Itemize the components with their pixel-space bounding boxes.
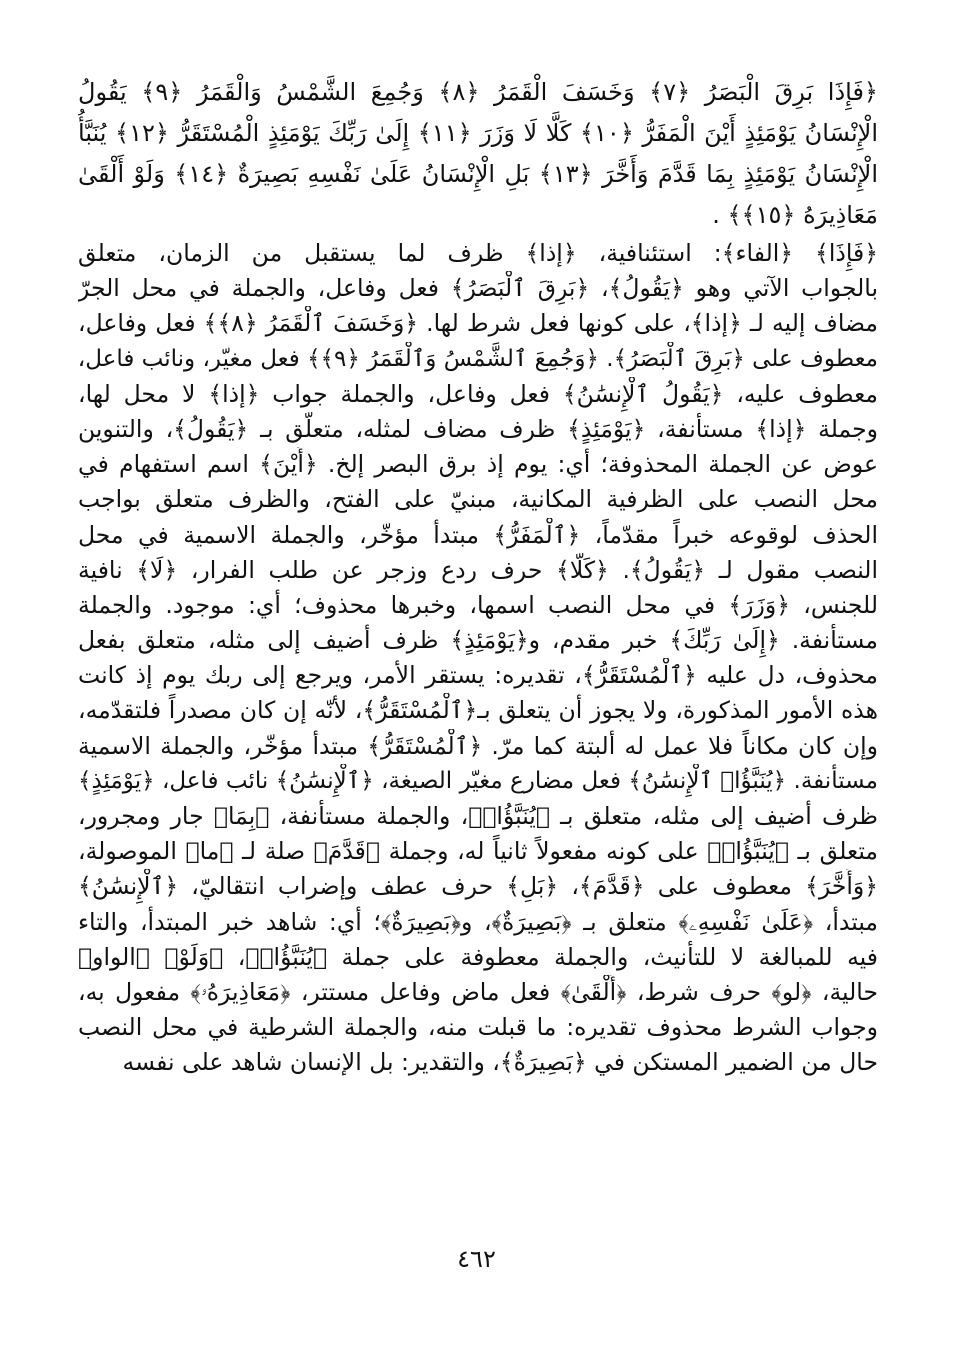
analysis-line: حال من الضمير المستكن في ﴿بَصِيرَةٌ﴾، والتقدير: بل الإنسان شاهد على نفسه — [122, 1048, 878, 1077]
page-number: ٤٦٢ — [457, 1245, 496, 1273]
analysis-line: ﴿وَأَخَّرَ﴾ معطوف على ﴿قَدَّمَ﴾، ﴿بَلِ﴾ حرف عطف وإضراب انتقاليّ، ﴿ٱلْإِنسَٰنُ﴾ — [78, 872, 878, 901]
analysis-line: مبتدأ، ﴿عَلَىٰ نَفْسِهِۦ﴾ متعلق بـ ﴿بَصِيرَةٌ﴾، و﴿بَصِيرَةٌ﴾؛ أي: شاهد خبر المبتدأ، والتاء — [78, 907, 878, 936]
analysis-line: عوض عن الجملة المحذوفة؛ أي: يوم إذ برق البصر إلخ. ﴿أَيْنَ﴾ اسم استفهام في — [78, 450, 878, 479]
analysis-line: ﴿فَإِذَا﴾ ﴿الفاء﴾: استئنافية، ﴿إذا﴾ ظرف لما يستقبل من الزمان، متعلق — [78, 239, 878, 267]
analysis-line: مستأنفة. ﴿يُنَبَّؤُا۟ ٱلْإِنسَٰنُ﴾ فعل مضارع مغيّر الصيغة، ﴿ٱلْإِنسَٰنُ﴾ نائب فاعل، ﴿يَوْمَئِذٍ﴾ — [78, 767, 878, 794]
analysis-line: للجنس، ﴿وَزَرَ﴾ في محل النصب اسمها، وخبرها محذوف؛ أي: موجود. والجملة — [78, 590, 878, 619]
analysis-line: النصب مقول لـ ﴿يَقُولُ﴾. ﴿كَلَّا﴾ حرف ردع وزجر عن طلب الفرار، ﴿لَا﴾ نافية — [78, 555, 878, 584]
analysis-line: وجملة ﴿إذا﴾ مستأنفة، ﴿يَوْمَئِذٍ﴾ ظرف مضاف لمثله، متعلّق بـ ﴿يَقُولُ﴾، والتنوين — [78, 414, 878, 443]
analysis-line: مضاف إليه لـ ﴿إذا﴾، على كونها فعل شرط لها. ﴿وَخَسَفَ ٱلْقَمَرُ ﴿٨﴾﴾ فعل وفاعل، — [78, 309, 878, 338]
analysis-line: وجواب الشرط محذوف تقديره: ما قبلت منه، والجملة الشرطية في محل النصب — [78, 1013, 878, 1042]
analysis-line: محل النصب على الظرفية المكانية، مبنيّ على الفتح، والظرف متعلق بواجب — [78, 485, 878, 514]
analysis-line: متعلق بـ ﴿يُنَبَّؤُا۟﴾ على كونه مفعولاً ثانياً له، وجملة ﴿قَدَّمَ﴾ صلة لـ ﴿ما﴾ الموصولة، — [78, 837, 878, 866]
analysis-line: وإن كان مكاناً فلا عمل له ألبتة كما مرّ. ﴿ٱلْمُسْتَقَرُّ﴾ مبتدأ مؤخّر، والجملة الاسمية — [78, 731, 878, 760]
analysis-line: بالجواب الآتي وهو ﴿يَقُولُ﴾، ﴿بَرِقَ ٱلْبَصَرُ﴾ فعل وفاعل، والجملة في محل الجرّ — [78, 274, 878, 303]
analysis-line: فيه للمبالغة لا للتأنيث، والجملة معطوفة على جملة ﴿يُنَبَّؤُا۟﴾، ﴿وَلَوْ﴾ ﴿الواو﴾ — [78, 942, 878, 971]
analysis-line: حالية، ﴿لو﴾ حرف شرط، ﴿أَلْقَىٰ﴾ فعل ماض وفاعل مستتر، ﴿مَعَاذِيرَهُۥ﴾ مفعول به، — [78, 977, 878, 1006]
grammatical-analysis — [78, 236, 878, 1081]
analysis-line: معطوف عليه، ﴿يَقُولُ ٱلْإِنسَٰنُ﴾ فعل وفاعل، والجملة جواب ﴿إذا﴾ لا محل لها، — [78, 379, 878, 408]
analysis-line: مستأنفة. ﴿إِلَىٰ رَبِّكَ﴾ خبر مقدم، و﴿يَوْمَئِذٍ﴾ ظرف أضيف إلى مثله، متعلق بفعل — [78, 626, 878, 655]
verses-text: ﴿فَإِذَا بَرِقَ الْبَصَرُ ﴿٧﴾ وَخَسَفَ الْقَمَرُ ﴿٨﴾ وَجُمِعَ الشَّمْسُ وَالْقَمَرُ ﴿٩﴾ يَقُولُ الْإِنْسَانُ يَوْمَئِذٍ أَيْنَ الْمَفَرُّ ﴿١٠﴾ كَلَّا لَا وَزَرَ ﴿١١﴾ إِلَىٰ رَبِّكَ يَوْمَئِذٍ الْمُسْتَقَرُّ ﴿١٢﴾ يُنَبَّأُ الْإِنْسَانُ يَوْمَئِذٍ بِمَا قَدَّمَ وَأَخَّرَ ﴿١٣﴾ بَلِ الْإِنْسَانُ عَلَىٰ نَفْسِهِ بَصِيرَةٌ ﴿١٤﴾ وَلَوْ أَلْقَىٰ مَعَاذِيرَهُ ﴿١٥﴾﴾ . — [78, 78, 879, 229]
analysis-line: معطوف على ﴿بَرِقَ ٱلْبَصَرُ﴾. ﴿وَجُمِعَ ٱلشَّمْسُ وَٱلْقَمَرُ ﴿٩﴾﴾ فعل مغيّر، ونائب فاعل، — [78, 345, 878, 372]
quran-verses-block — [78, 72, 878, 236]
analysis-line: الحذف لوقوعه خبراً مقدّماً، ﴿ٱلْمَفَرُّ﴾ مبتدأ مؤخّر، والجملة الاسمية في محل — [78, 520, 878, 549]
analysis-line: ظرف أضيف إلى مثله، متعلق بـ ﴿يُنَبَّؤُا۟﴾، والجملة مستأنفة، ﴿بِمَا﴾ جار ومجرور، — [78, 802, 878, 830]
analysis-line: محذوف، دل عليه ﴿ٱلْمُسْتَقَرُّ﴾، تقديره: يستقر الأمر، ويرجع إلى ربك يوم إذ كانت — [78, 661, 878, 690]
analysis-line: هذه الأمور المذكورة، ولا يجوز أن يتعلق بـ﴿ٱلْمُسْتَقَرُّ﴾، لأنّه إن كان مصدراً فلتقدّمه، — [78, 696, 878, 725]
